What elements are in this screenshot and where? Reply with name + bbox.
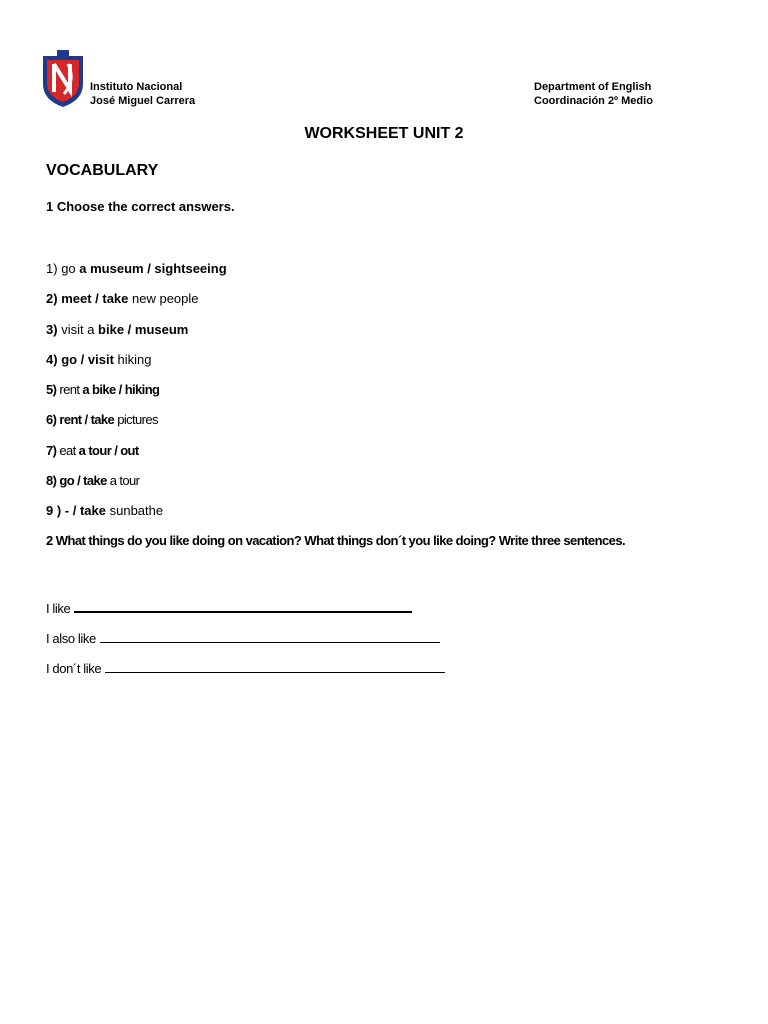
- exercise-item: 2) meet / take new people: [46, 291, 199, 306]
- answer-line-row: [46, 630, 440, 646]
- answer-blank-line[interactable]: [100, 630, 440, 643]
- worksheet-title: WORKSHEET UNIT 2: [304, 125, 464, 142]
- exercise-item: 4) go / visit hiking: [46, 352, 152, 367]
- department-line2: Coordinación 2º Medio: [534, 95, 653, 107]
- exercise-item: 7) eat a tour / out: [46, 443, 139, 458]
- institution-name: [90, 80, 195, 108]
- exercise2-instruction: 2 What things do you like doing on vacation? What things don´t you like doing? Write three sentences.: [46, 533, 626, 548]
- answer-prefix: I also like: [46, 631, 96, 646]
- institution-line2: José Miguel Carrera: [90, 95, 196, 107]
- answer-blank-line[interactable]: [105, 660, 445, 673]
- section-heading: VOCABULARY: [46, 162, 159, 179]
- school-crest-logo: [40, 50, 86, 108]
- exercise-item: 9 ) - / take sunbathe: [46, 503, 164, 518]
- answer-prefix: I don´t like: [46, 661, 102, 676]
- exercise-item: 8) go / take a tour: [46, 473, 140, 488]
- answer-line-row: [46, 599, 412, 616]
- institution-line1: Instituto Nacional: [90, 81, 183, 93]
- department-line1: Department of English: [534, 81, 652, 93]
- exercise1-instruction: 1 Choose the correct answers.: [46, 199, 235, 214]
- answer-prefix: I like: [46, 601, 71, 616]
- exercise-item: 3) visit a bike / museum: [46, 322, 189, 337]
- department-info: [534, 80, 653, 108]
- exercise-item: 5) rent a bike / hiking: [46, 382, 160, 397]
- answer-line-row: [46, 660, 445, 676]
- exercise-item: 6) rent / take pictures: [46, 412, 158, 427]
- exercise-item: 1) go a museum / sightseeing: [46, 261, 227, 276]
- answer-blank-line[interactable]: [74, 599, 412, 613]
